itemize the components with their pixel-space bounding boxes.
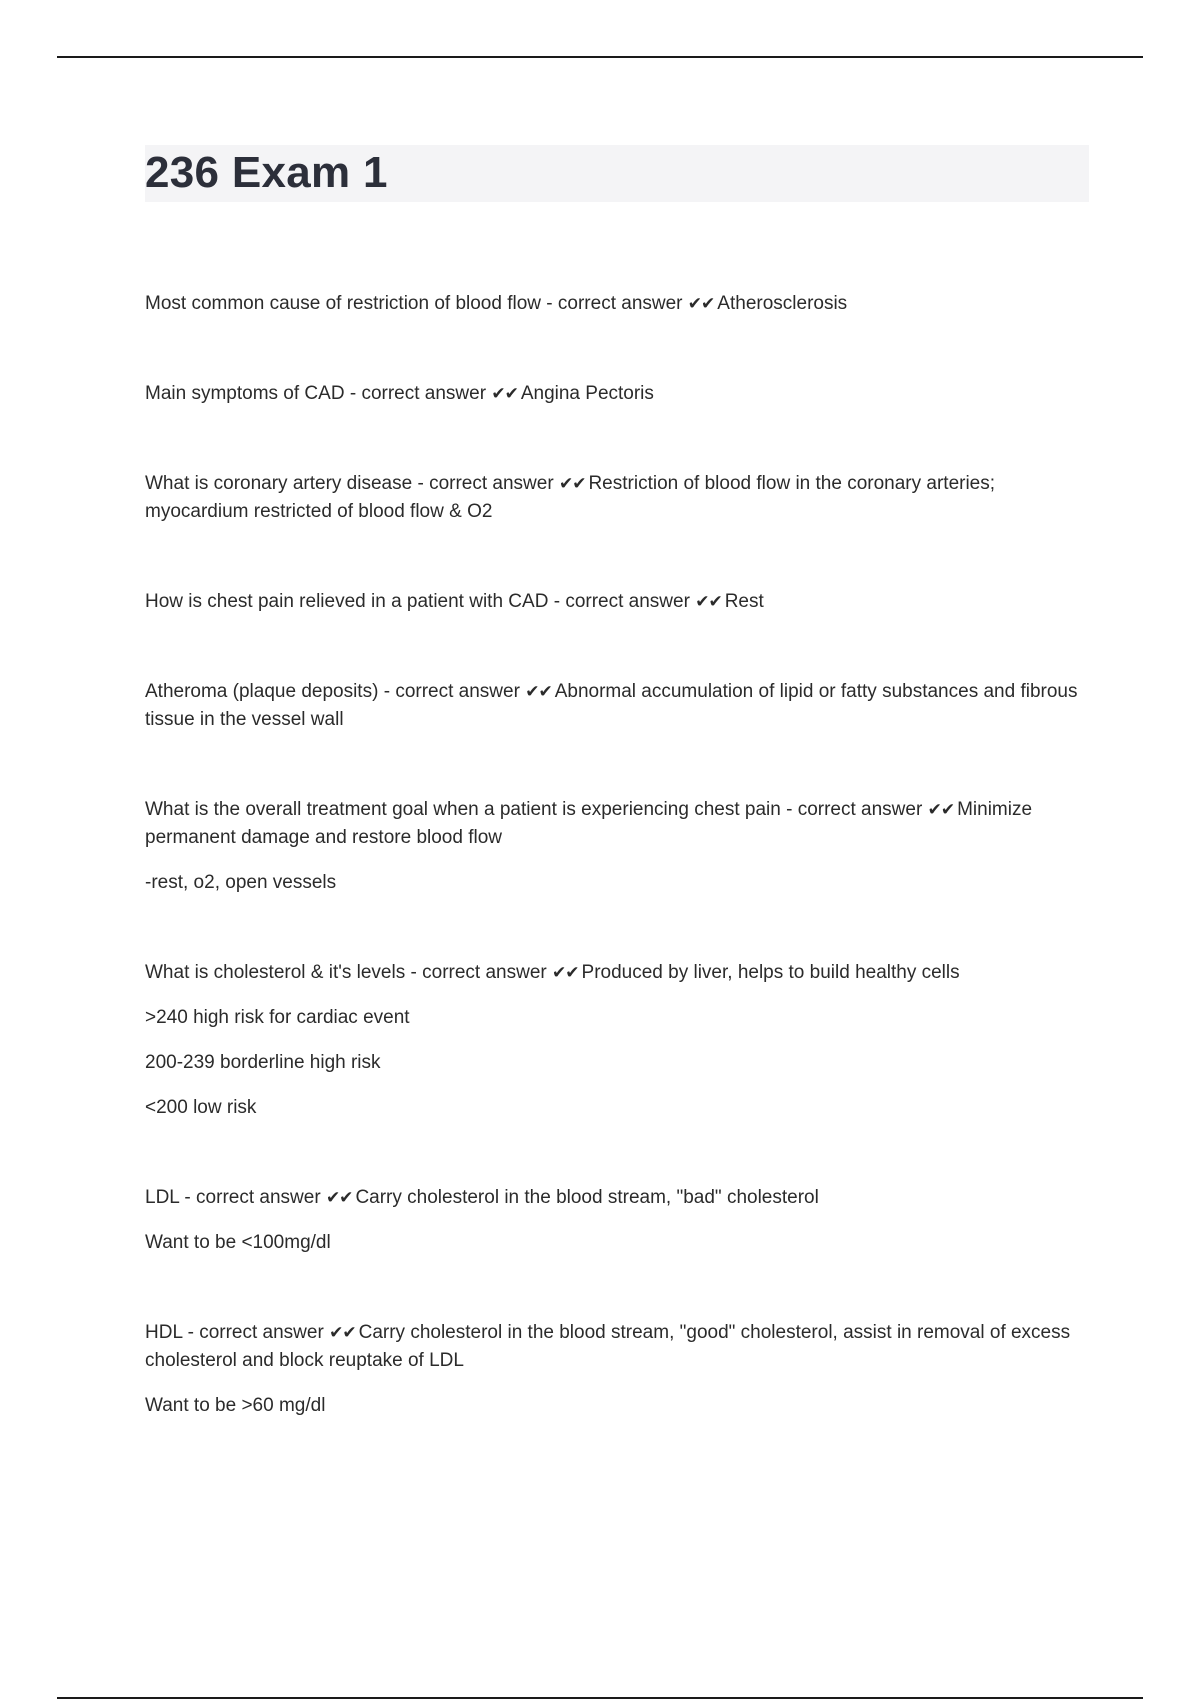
qa-line: What is cholesterol & it's levels - correct answer ✔✔ Produced by liver, helps to build healthy cells (145, 962, 960, 983)
answer-text: Angina Pectoris (520, 383, 654, 404)
question-text: Most common cause of restriction of blood flow (145, 293, 542, 314)
answer-text: Atherosclerosis (717, 293, 848, 314)
qa-entry (145, 290, 1095, 318)
question-text: LDL (145, 1187, 180, 1208)
answer-text: Carry cholesterol in the blood stream, "good" cholesterol, assist in removal of excess cholesterol and block reuptake of LDL (145, 1322, 1071, 1371)
correct-answer-label: correct answer (361, 383, 487, 404)
answer-text: Carry cholesterol in the blood stream, "bad" cholesterol (355, 1187, 819, 1208)
answer-text: Minimize permanent damage and restore blood flow (145, 799, 1033, 848)
correct-answer-label: correct answer (565, 591, 690, 612)
qa-line: LDL - correct answer ✔✔ Carry cholesterol in the blood stream, "bad" cholesterol (145, 1187, 819, 1208)
top-rule (57, 56, 1143, 58)
double-check-icon: ✔✔ (927, 800, 955, 820)
answer-text: Restriction of blood flow in the coronary arteries; myocardium restricted of blood flow & O2 (145, 473, 996, 522)
answer-note: Want to be >60 mg/dl (145, 1395, 326, 1416)
qa-entry (145, 588, 1095, 616)
question-text: What is the overall treatment goal when a patient is experiencing chest pain (145, 799, 781, 820)
answer-text: Rest (724, 591, 764, 612)
qa-entry (145, 470, 1095, 526)
qa-line: What is coronary artery disease - correct answer ✔✔ Restriction of blood flow in the coronary arteries; myocardium restricted of blood flow & O2 (145, 473, 996, 522)
double-check-icon: ✔✔ (491, 384, 518, 404)
double-check-icon: ✔✔ (687, 294, 715, 314)
correct-answer-label: correct answer (196, 1187, 321, 1208)
answer-text: Produced by liver, helps to build healthy cells (581, 962, 960, 983)
qa-line: Main symptoms of CAD - correct answer ✔✔ Angina Pectoris (145, 383, 654, 404)
qa-entry (145, 1184, 1095, 1257)
question-text: How is chest pain relieved in a patient with CAD (145, 591, 549, 612)
double-check-icon: ✔✔ (558, 474, 586, 494)
qa-line: What is the overall treatment goal when a patient is experiencing chest pain - correct answer ✔✔ Minimize permanent damage and restore blood flow (145, 799, 1033, 848)
qa-entry (145, 796, 1095, 897)
answer-text: Abnormal accumulation of lipid or fatty substances and fibrous tissue in the vessel wall (145, 681, 1078, 730)
qa-entry (145, 959, 1095, 1122)
question-text: What is coronary artery disease (145, 473, 413, 494)
double-check-icon: ✔✔ (525, 682, 552, 702)
double-check-icon: ✔✔ (325, 1188, 353, 1208)
answer-note: Want to be <100mg/dl (145, 1232, 331, 1253)
question-text: Atheroma (plaque deposits) (145, 681, 379, 702)
correct-answer-label: correct answer (395, 681, 520, 702)
question-text: What is cholesterol & it's levels (145, 962, 406, 983)
qa-list (145, 290, 1095, 1482)
qa-line: Atheroma (plaque deposits) - correct answer ✔✔ Abnormal accumulation of lipid or fatty substances and fibrous tissue in the vessel wall (145, 681, 1078, 730)
qa-line: How is chest pain relieved in a patient with CAD - correct answer ✔✔ Rest (145, 591, 764, 612)
correct-answer-label: correct answer (422, 962, 547, 983)
page-title: 236 Exam 1 (145, 148, 388, 197)
qa-entry (145, 1319, 1095, 1420)
double-check-icon: ✔✔ (695, 592, 722, 612)
answer-note: <200 low risk (145, 1097, 257, 1118)
qa-entry (145, 678, 1095, 734)
answer-note: >240 high risk for cardiac event (145, 1007, 410, 1028)
qa-line: Most common cause of restriction of blood flow - correct answer ✔✔ Atherosclerosis (145, 293, 848, 314)
double-check-icon: ✔✔ (552, 963, 579, 983)
correct-answer-label: correct answer (199, 1322, 324, 1343)
qa-line: HDL - correct answer ✔✔ Carry cholesterol in the blood stream, "good" cholesterol, assist in removal of excess cholesterol and block reuptake of LDL (145, 1322, 1071, 1371)
bottom-rule (57, 1697, 1143, 1699)
qa-entry (145, 380, 1095, 408)
correct-answer-label: correct answer (429, 473, 554, 494)
question-text: HDL (145, 1322, 183, 1343)
correct-answer-label: correct answer (797, 799, 923, 820)
answer-note: 200-239 borderline high risk (145, 1052, 381, 1073)
question-text: Main symptoms of CAD (145, 383, 345, 404)
answer-note: -rest, o2, open vessels (145, 872, 337, 893)
correct-answer-label: correct answer (557, 293, 683, 314)
double-check-icon: ✔✔ (329, 1323, 356, 1343)
